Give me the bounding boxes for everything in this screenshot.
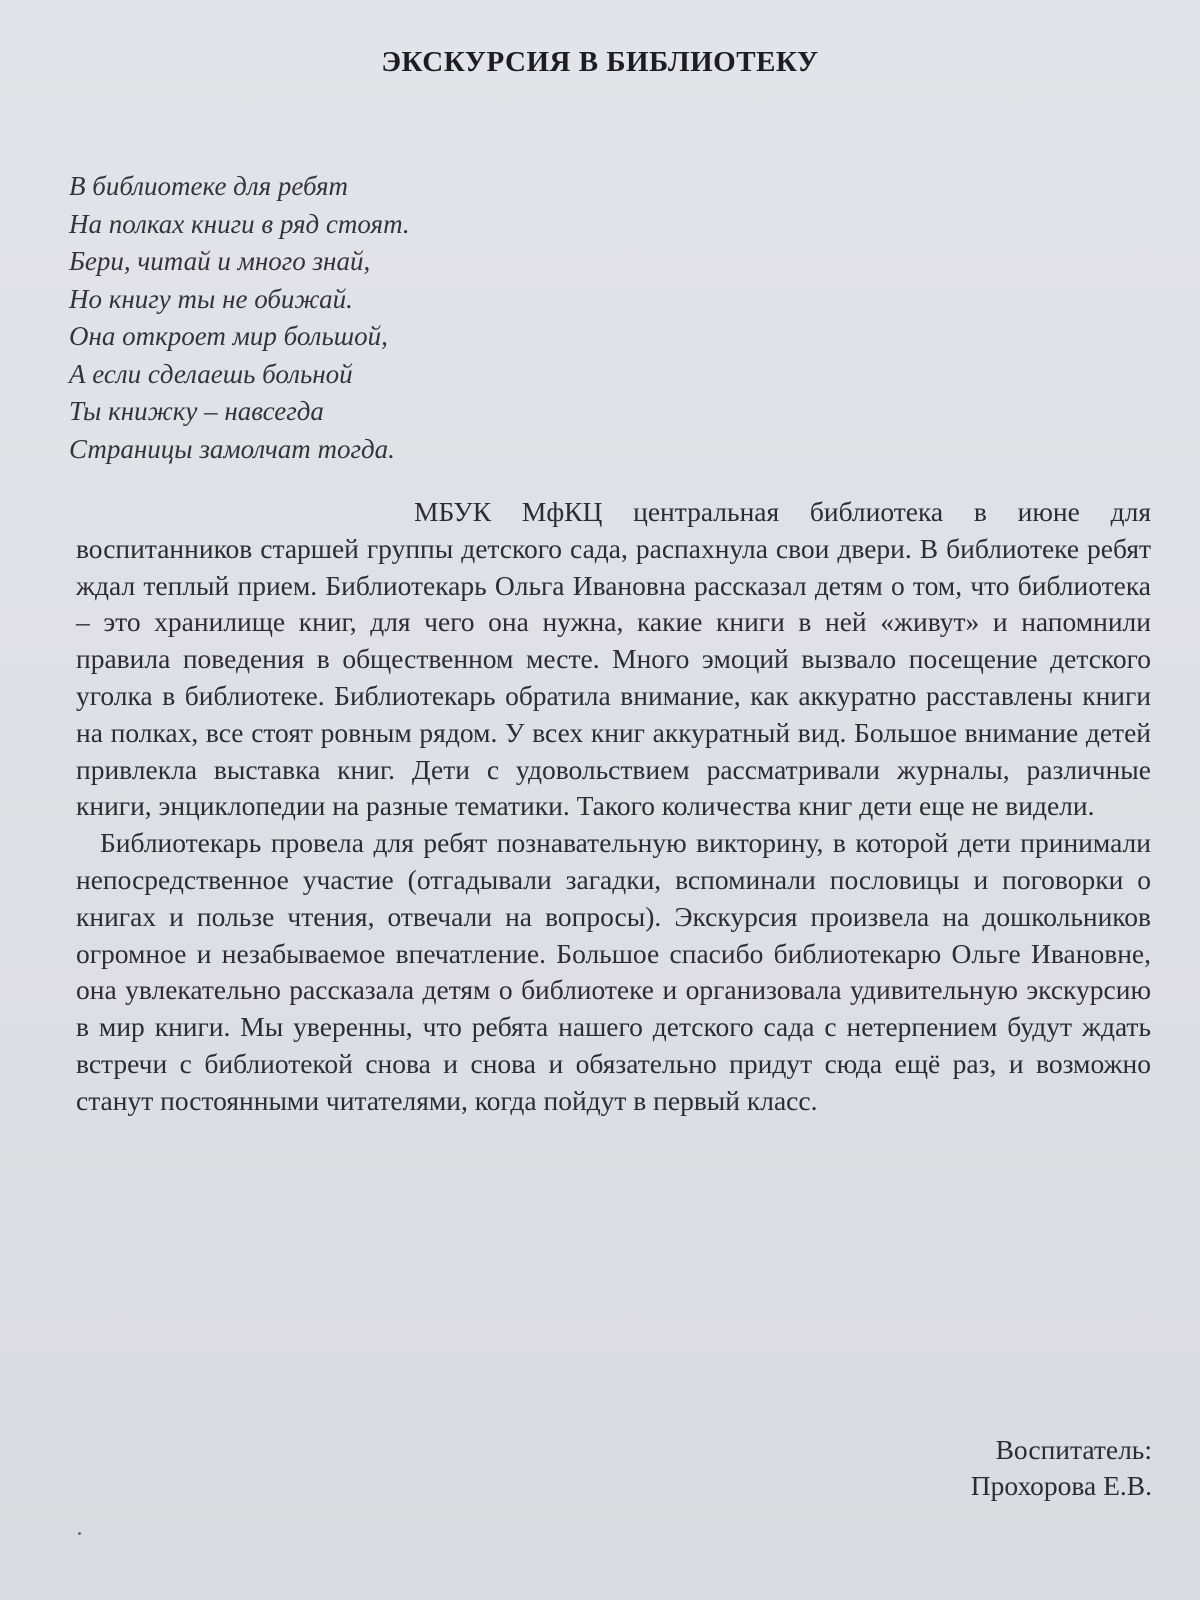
poem-line: На полках книги в ряд стоят.	[69, 208, 410, 239]
document-title: ЭКСКУРСИЯ В БИБЛИОТЕКУ	[381, 46, 819, 78]
poem-line: Она откроет мир большой,	[69, 321, 388, 351]
signature-role: Воспитатель:	[995, 1434, 1152, 1465]
poem-line: Бери, читай и много знай,	[69, 246, 371, 276]
paragraph-quiz-and-thanks: Библиотекарь провела для ребят познавательную викторину, в которой дети принимали непосредственное участие (отгадывали загадки, вспоминали пословицы и поговорки о книгах и пользе чтения, отвечали на вопросы). Экскурсия произвела на дошкольников огромное и незабываемое впечатление. Большое спасибо библиотекарю Ольге Ивановне, она увлекательно рассказала детям о библиотеке и организовала удивительную экскурсию в мир книги. Мы уверенны, что ребята нашего детского сада с нетерпением будут ждать встречи с библиотекой снова и снова и обязательно придут сюда ещё раз, и возможно станут постоянными читателями, когда пойдут в первый класс.	[76, 827, 1151, 1116]
poem	[69, 168, 669, 468]
poem-line: В библиотеке для ребят	[69, 171, 348, 201]
article-body	[76, 494, 1151, 1120]
poem-line: Страницы замолчат тогда.	[69, 433, 395, 464]
signature-block	[971, 1432, 1152, 1504]
signature-name: Прохорова Е.В.	[970, 1470, 1152, 1501]
poem-line: Но книгу ты не обижай.	[69, 283, 353, 314]
paper-speck	[78, 1532, 81, 1535]
poem-line: А если сделаешь больной	[69, 358, 353, 389]
paragraph-excursion-report: МБУК МфКЦ центральная библиотека в июне для воспитанников старшей группы детского сада, распахнула свои двери. В библиотеке ребят ждал теплый прием. Библиотекарь Ольга Ивановна рассказал детям о том, что библиотека – это хранилище книг, для чего она нужна, какие книги в ней «живут» и напомнили правила поведения в общественном месте. Много эмоций вызвало посещение детского уголка в библиотеке. Библиотекарь обратила внимание, как аккуратно расставлены книги на полках, все стоят ровным рядом. У всех книг аккуратный вид. Большое внимание детей привлекла выставка книг. Дети с удовольствием рассматривали журналы, различные книги, энциклопедии на разные тематики. Такого количества книг дети еще не видели.	[76, 496, 1151, 822]
poem-line: Ты книжку – навсегда	[69, 396, 324, 426]
